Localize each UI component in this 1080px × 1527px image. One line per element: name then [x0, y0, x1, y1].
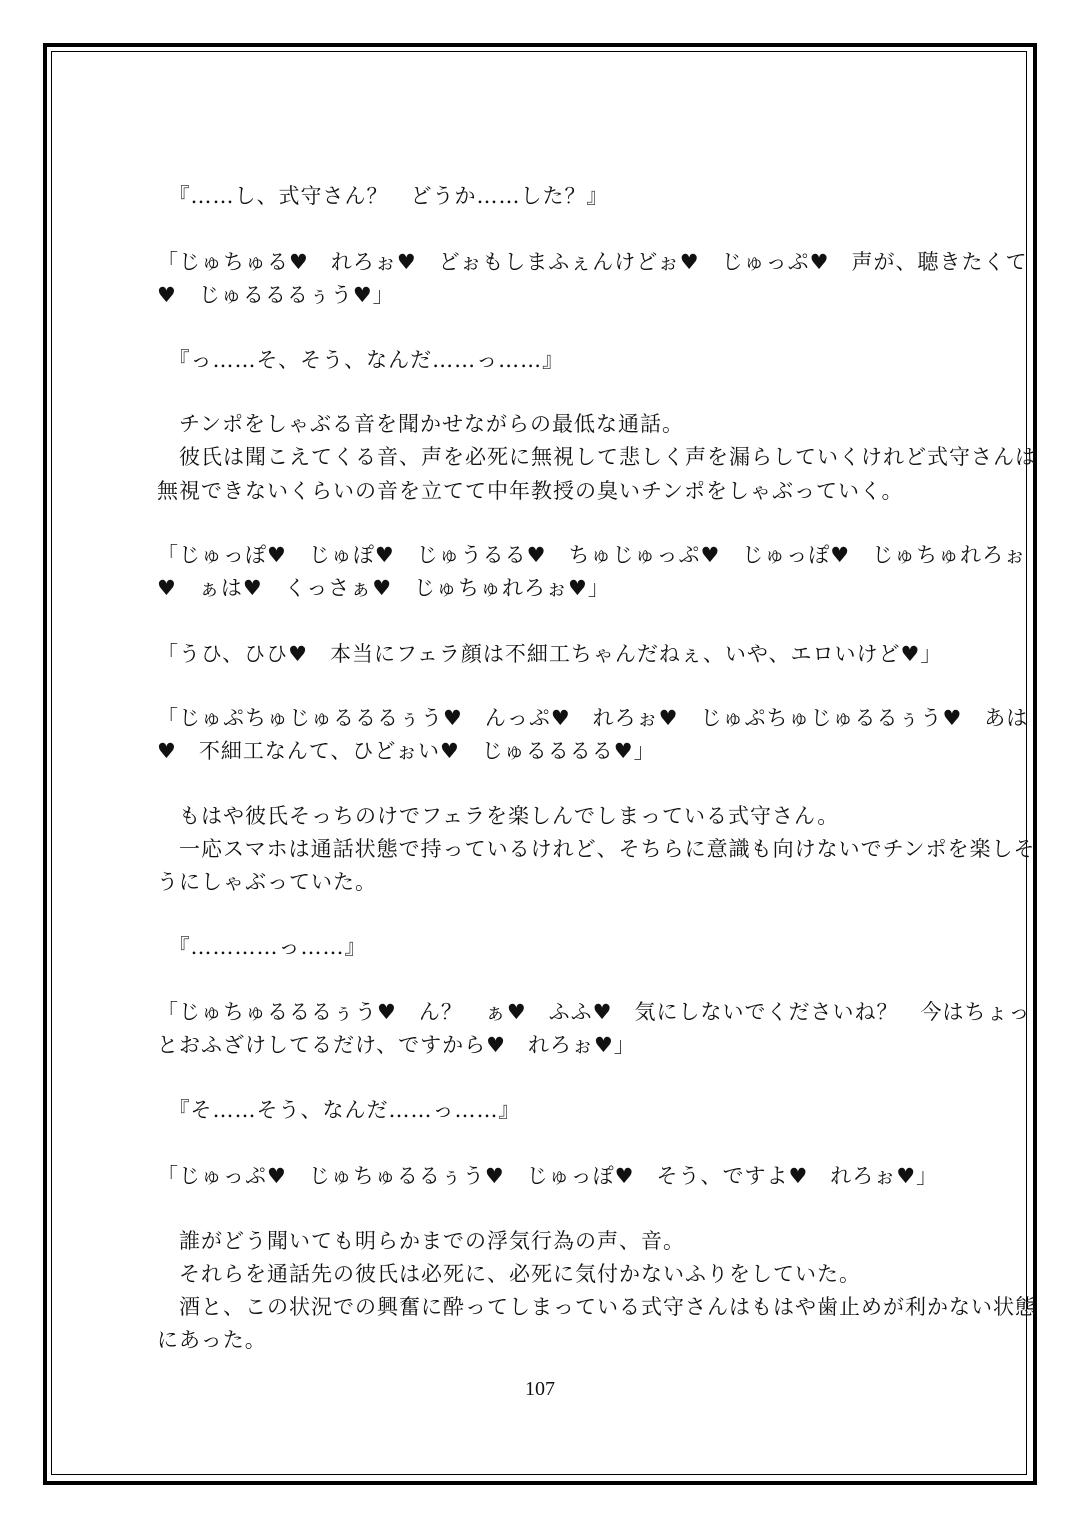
- paragraph-line: 「じゅちゅるるるぅう♥ ん？ ぁ♥ ふふ♥ 気にしないでくださいね？ 今はちょっ: [157, 1000, 1031, 1024]
- paragraph-line: にあった。: [157, 1328, 267, 1352]
- paragraph-line: ♥ 不細工なんて、ひどぉい♥ じゅるるるる♥」: [157, 739, 656, 763]
- paragraph-line: 「じゅっぽ♥ じゅぽ♥ じゅうるる♥ ちゅじゅっぷ♥ じゅっぽ♥ じゅちゅれろぉ: [157, 543, 1027, 567]
- paragraph-line: 酒と、この状況での興奮に酔ってしまっている式守さんはもはや歯止めが利かない状態: [157, 1295, 1037, 1319]
- paragraph-line: ♥ ぁは♥ くっさぁ♥ じゅちゅれろぉ♥」: [157, 576, 610, 600]
- paragraph-line: 無視できないくらいの音を立てて中年教授の臭いチンポをしゃぶっていく。: [157, 479, 904, 503]
- paragraph-line: 「じゅぷちゅじゅるるるぅう♥ んっぷ♥ れろぉ♥ じゅぷちゅじゅるるぅう♥ あは: [157, 706, 1029, 730]
- paragraph-line: ♥ じゅるるるぅう♥」: [157, 283, 395, 307]
- paragraph-line: それらを通話先の彼氏は必死に、必死に気付かないふりをしていた。: [157, 1262, 861, 1286]
- paragraph-line: 『そ……そう、なんだ……っ……』: [157, 1098, 521, 1122]
- paragraph-line: 彼氏は聞こえてくる音、声を必死に無視して悲しく声を漏らしていくけれど式守さんは: [157, 445, 1037, 469]
- paragraph-line: 「じゅちゅる♥ れろぉ♥ どぉもしまふぇんけどぉ♥ じゅっぷ♥ 声が、聴きたくて: [157, 250, 1028, 274]
- paragraph-line: 『……し、式守さん？ どうか……した？』: [157, 184, 609, 208]
- paragraph-line: 誰がどう聞いても明らかまでの浮気行為の声、音。: [157, 1229, 685, 1253]
- paragraph-line: 『…………っ……』: [157, 935, 367, 959]
- paragraph-line: チンポをしゃぶる音を聞かせながらの最低な通話。: [157, 412, 684, 436]
- paragraph-line: もはや彼氏そっちのけでフェラを楽しんでしまっている式守さん。: [157, 804, 840, 828]
- paragraph-line: 一応スマホは通話状態で持っているけれど、そちらに意識も向けないでチンポを楽しそ: [157, 837, 1036, 861]
- paragraph-line: うにしゃぶっていた。: [157, 870, 377, 894]
- paragraph-line: 「じゅっぷ♥ じゅちゅるるぅう♥ じゅっぽ♥ そう、ですよ♥ れろぉ♥」: [157, 1164, 939, 1188]
- paragraph-line: 「うひ、ひひ♥ 本当にフェラ顔は不細工ちゃんだねぇ、いや、エロいけど♥」: [157, 642, 943, 666]
- paragraph-line: 『っ……そ、そう、なんだ……っ……』: [157, 348, 565, 372]
- paragraph-line: とおふざけしてるだけ、ですから♥ れろぉ♥」: [157, 1033, 636, 1057]
- page-number: 107: [525, 1378, 555, 1400]
